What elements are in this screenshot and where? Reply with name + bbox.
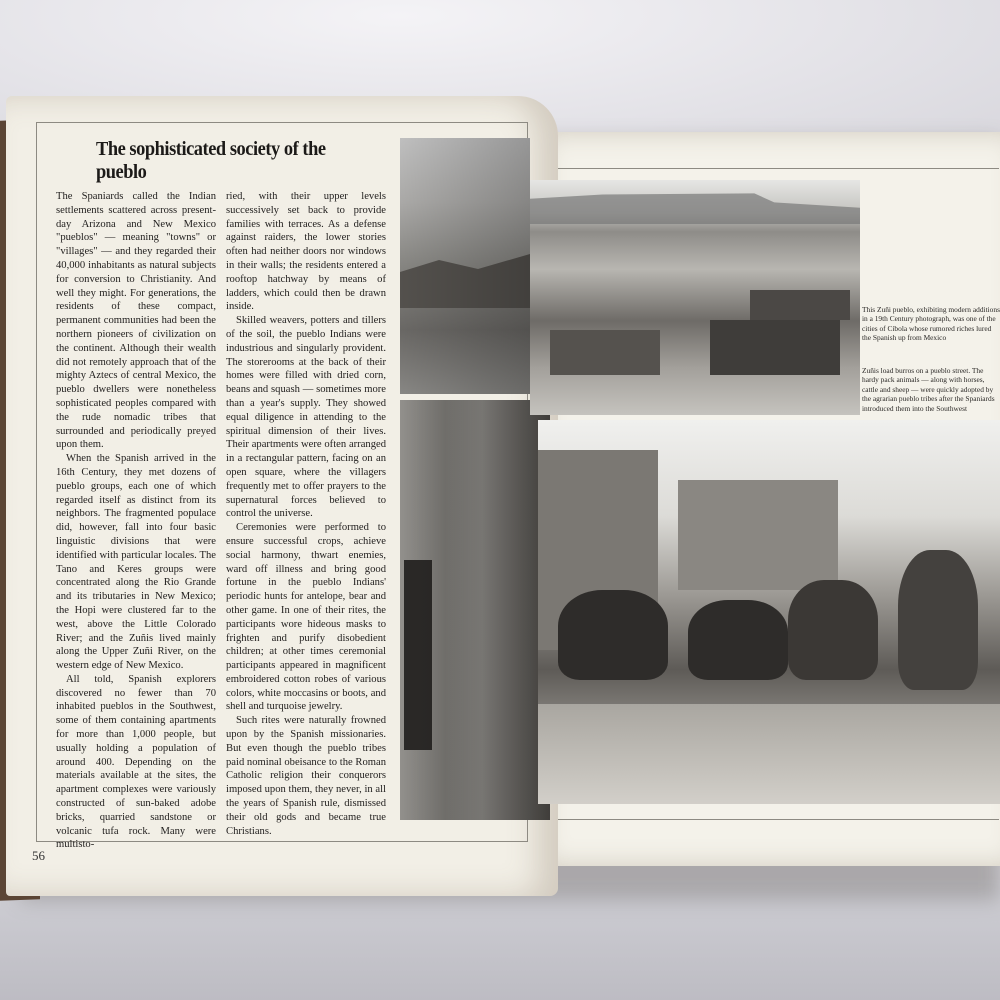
photo-burro [558, 590, 668, 680]
col1-paragraph: All told, Spanish explorers discovered no fewer than 70 inhabited pueblos in the Southwest, some of them containing apartments for more than 1,000 people, but usually holding a population of around 400. Depending on the materials available at the sites, the apartment complexes were variously constructed of sun-baked adobe bricks, quarried sandstone or volcanic tufa rock. Many were multisto- [56, 673, 216, 851]
col2-paragraph: Ceremonies were performed to ensure successful crops, achieve social harmony, thwart enemies, ward off illness and bring good fortune in the pueblo Indians' periodic hunts for antelope, bear and other game. In one of their rites, the participants wore hideous masks to frighten and purify disobedient children; at other times ceremonial participants appeared in magnificent embroidered cotton robes of various colors, white moccasins or boots, and shell and turquoise jewelry. [226, 522, 386, 713]
pueblo-rooftops-photo [400, 138, 530, 394]
photo-caption-1: This Zuñi pueblo, exhibiting modern additions in a 19th Century photograph, was one of the cities of Cíbola whose rumored riches lured the Spanish up from Mexico [862, 305, 1000, 343]
col2-paragraph: Skilled weavers, potters and tillers of the soil, the pueblo Indians were industrious and singularly provident. The storerooms at the back of their homes were filled with dried corn, beans and squash — sometimes more than a year's supply. They showed equal diligence in attending to the spiritual dimension of their lives. Their apartments were often arranged in a rectangular pattern, facing on an open square, where the villagers frequently met to offer prayers to the supernatural forces believed to control the universe. [226, 315, 386, 520]
col2-paragraph: ried, with their upper levels successively set back to provide families with terraces. As a defense against raiders, the lower stories often had neither doors nor windows in their walls; the residents entered a rooftop hatchway by means of ladders, which could then be drawn inside. [226, 191, 386, 313]
photo-burro [688, 600, 788, 680]
col1-paragraph: When the Spanish arrived in the 16th Century, they met dozens of pueblo groups, each one of which regarded itself as distinct from its neighbors. The fragmented populace did, however, fall into four basic linguistic divisions that were identified with particular locales. The Tano and Keres groups were concentrated along the Rio Grande and its tributaries in New Mexico; the Hopi were clustered far to the west, above the Little Colorado River; and the Zuñis lived mainly along the Upper Zuñi River, on the western edge of New Mexico. [56, 453, 216, 672]
photo-mesa [530, 188, 860, 224]
burros-street-photo [538, 420, 1000, 804]
article-heading: The sophisticated society of the pueblo [96, 138, 326, 183]
adobe-wall-photo [400, 400, 550, 820]
text-column-2 [226, 190, 386, 838]
col2-paragraph: Such rites were naturally frowned upon by the Spanish missionaries. But even though the pueblo tribes paid nominal obeisance to the Roman Catholic religion their conquerors imposed upon them, they never, in all the years of Spanish rule, dismissed their old gods and became true Christians. [226, 715, 386, 837]
text-column-1 [56, 190, 216, 852]
photo-burro [788, 580, 878, 680]
zuni-pueblo-photo [530, 180, 860, 415]
col1-paragraph: The Spaniards called the Indian settlements scattered across present-day Arizona and New Mexico "pueblos" — meaning "towns" or "villages" — and they regarded their 40,000 inhabitants as natural subjects for conversion to Christianity. And well they might. For generations, the residents of these compact, permanent communities had been the northern pioneers of civilization on the continent. Although their wealth did not remotely approach that of the mighty Aztecs of central Mexico, the pueblo dwellers were nonetheless sophisticated peoples compared with the rude nomadic tribes that surrounded and periodically preyed upon them. [56, 191, 216, 451]
photo-figure [898, 550, 978, 690]
page-number: 56 [32, 848, 45, 863]
photo-caption-2: Zuñis load burros on a pueblo street. The hardy pack animals — along with horses, cattle and sheep — were quickly adopted by the agrarian pueblo tribes after the Spaniards introduced them into the Southwest [862, 366, 995, 413]
